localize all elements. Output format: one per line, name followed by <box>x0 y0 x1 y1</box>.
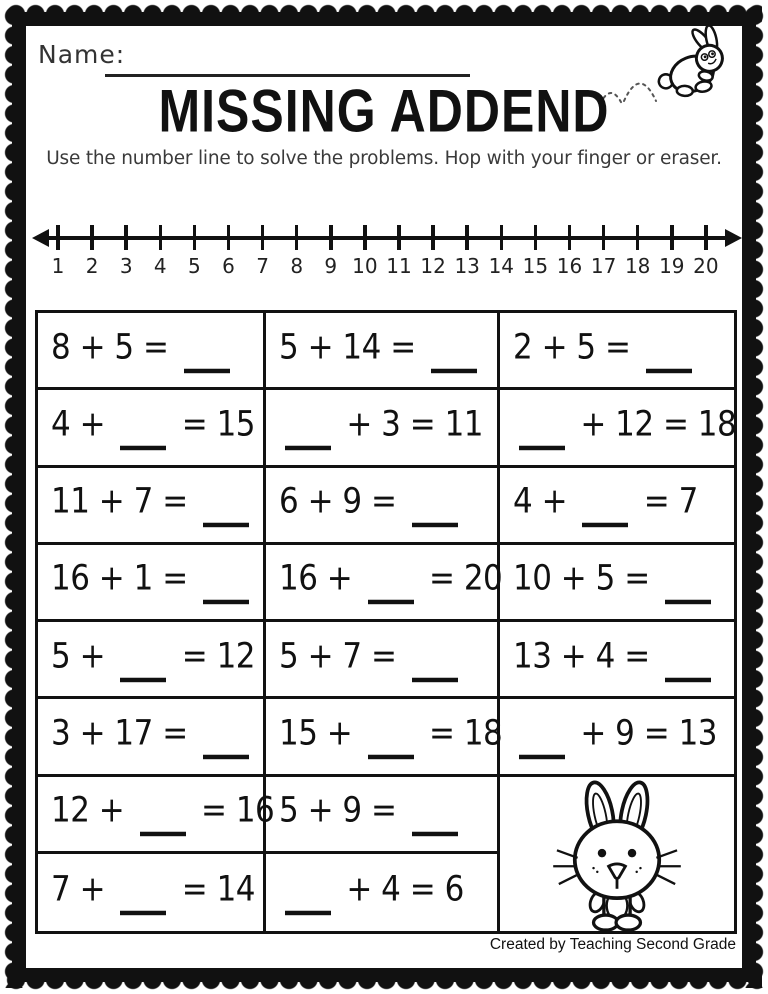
answer-blank <box>203 494 249 528</box>
answer-blank <box>412 648 458 682</box>
page-title: MISSING ADDEND <box>158 77 610 145</box>
number-line <box>34 220 740 280</box>
number-line-tick-label: 16 <box>556 254 583 278</box>
number-line-tick <box>295 225 299 250</box>
number-line-tick <box>56 225 60 250</box>
problem-cell-r6c3: + 9 = 13 <box>500 699 734 776</box>
number-line-tick <box>431 225 435 250</box>
number-line-tick-label: 9 <box>324 254 338 278</box>
number-line-tick-label: 1 <box>51 254 65 278</box>
answer-blank <box>285 881 331 915</box>
number-line-tick-label: 2 <box>85 254 99 278</box>
number-line-tick-label: 5 <box>188 254 201 278</box>
answer-blank <box>203 725 249 759</box>
number-line-tick <box>363 225 367 250</box>
problem-cell-r1c1: 8 + 5 = <box>38 313 266 390</box>
answer-blank <box>120 416 166 450</box>
answer-blank <box>203 571 249 605</box>
problem-cell-r2c2: + 3 = 11 <box>266 390 500 467</box>
answer-blank <box>184 339 230 373</box>
problem-cell-r7c2: 5 + 9 = <box>266 777 500 854</box>
problems-table <box>35 310 737 934</box>
number-line-tick <box>568 225 572 250</box>
number-line-tick-label: 8 <box>290 254 304 278</box>
number-line-tick <box>397 225 401 250</box>
problem-cell-r8c1: 7 + = 14 <box>38 854 266 931</box>
answer-blank <box>140 803 186 837</box>
number-line-tick-label: 10 <box>352 254 378 278</box>
scalloped-border-bottom <box>6 970 762 990</box>
number-line-tick-label: 3 <box>119 254 133 278</box>
answer-blank <box>120 648 166 682</box>
number-line-tick-label: 15 <box>522 254 549 278</box>
answer-blank <box>519 416 565 450</box>
number-line-tick-label: 6 <box>222 254 235 278</box>
problem-cell-r5c3: 13 + 4 = <box>500 622 734 699</box>
number-line-tick <box>534 225 538 250</box>
answer-blank <box>368 571 414 605</box>
problem-cell-r2c1: 4 + = 15 <box>38 390 266 467</box>
number-line-tick <box>124 225 128 250</box>
number-line-tick-label: 17 <box>590 254 617 278</box>
number-line-tick <box>159 225 163 250</box>
problem-cell-r3c2: 6 + 9 = <box>266 468 500 545</box>
number-line-tick-label: 11 <box>386 254 412 278</box>
number-line-tick <box>329 225 333 250</box>
number-line-left-arrow-icon <box>32 229 49 247</box>
problem-cell-r5c1: 5 + = 12 <box>38 622 266 699</box>
problem-cell-r3c3: 4 + = 7 <box>500 468 734 545</box>
answer-blank <box>646 339 692 373</box>
number-line-tick-label: 7 <box>256 254 269 278</box>
number-line-tick <box>227 225 231 250</box>
number-line-tick <box>90 225 94 250</box>
problem-cell-r8c2: + 4 = 6 <box>266 854 500 931</box>
problem-cell-r7c1: 12 + = 16 <box>38 777 266 854</box>
problem-cell-r5c2: 5 + 7 = <box>266 622 500 699</box>
problem-cell-r1c2: 5 + 14 = <box>266 313 500 390</box>
page-subtitle: Use the number line to solve the problems. Hop with your finger or eraser. <box>46 148 722 169</box>
answer-blank <box>412 803 458 837</box>
answer-blank <box>582 494 628 528</box>
number-line-tick-label: 18 <box>624 254 651 278</box>
number-line-tick-label: 20 <box>693 254 719 278</box>
number-line-tick <box>500 225 504 250</box>
bunny-icon <box>547 779 687 931</box>
number-line-tick <box>465 225 469 250</box>
credit-text: Created by Teaching Second Grade <box>489 936 736 953</box>
number-line-tick <box>602 225 606 250</box>
problem-cell-r4c2: 16 + = 20 <box>266 545 500 622</box>
number-line-tick-label: 4 <box>153 254 167 278</box>
problem-cell-r4c3: 10 + 5 = <box>500 545 734 622</box>
answer-blank <box>285 416 331 450</box>
answer-blank <box>368 725 414 759</box>
problem-cell-r1c3: 2 + 5 = <box>500 313 734 390</box>
answer-blank <box>120 881 166 915</box>
number-line-tick <box>670 225 674 250</box>
answer-blank <box>431 339 477 373</box>
answer-blank <box>519 725 565 759</box>
number-line-tick-label: 14 <box>488 254 515 278</box>
problem-cell-r6c2: 15 + = 18 <box>266 699 500 776</box>
problem-cell-r4c1: 16 + 1 = <box>38 545 266 622</box>
number-line-tick <box>704 225 708 250</box>
name-label: Name: <box>38 40 126 69</box>
number-line-tick-label: 12 <box>420 254 446 278</box>
number-line-tick <box>636 225 640 250</box>
number-line-tick <box>193 225 197 250</box>
number-line-right-arrow-icon <box>725 229 742 247</box>
number-line-rule <box>42 236 732 240</box>
scalloped-border-top <box>6 4 762 24</box>
number-line-tick-label: 19 <box>659 254 685 278</box>
number-line-tick <box>261 225 265 250</box>
bunny-cell <box>500 777 734 932</box>
answer-blank <box>665 648 711 682</box>
answer-blank <box>412 494 458 528</box>
answer-blank <box>665 571 711 605</box>
problem-cell-r6c1: 3 + 17 = <box>38 699 266 776</box>
problem-cell-r3c1: 11 + 7 = <box>38 468 266 545</box>
problem-cell-r2c3: + 12 = 18 <box>500 390 734 467</box>
number-line-tick-label: 13 <box>454 254 480 278</box>
